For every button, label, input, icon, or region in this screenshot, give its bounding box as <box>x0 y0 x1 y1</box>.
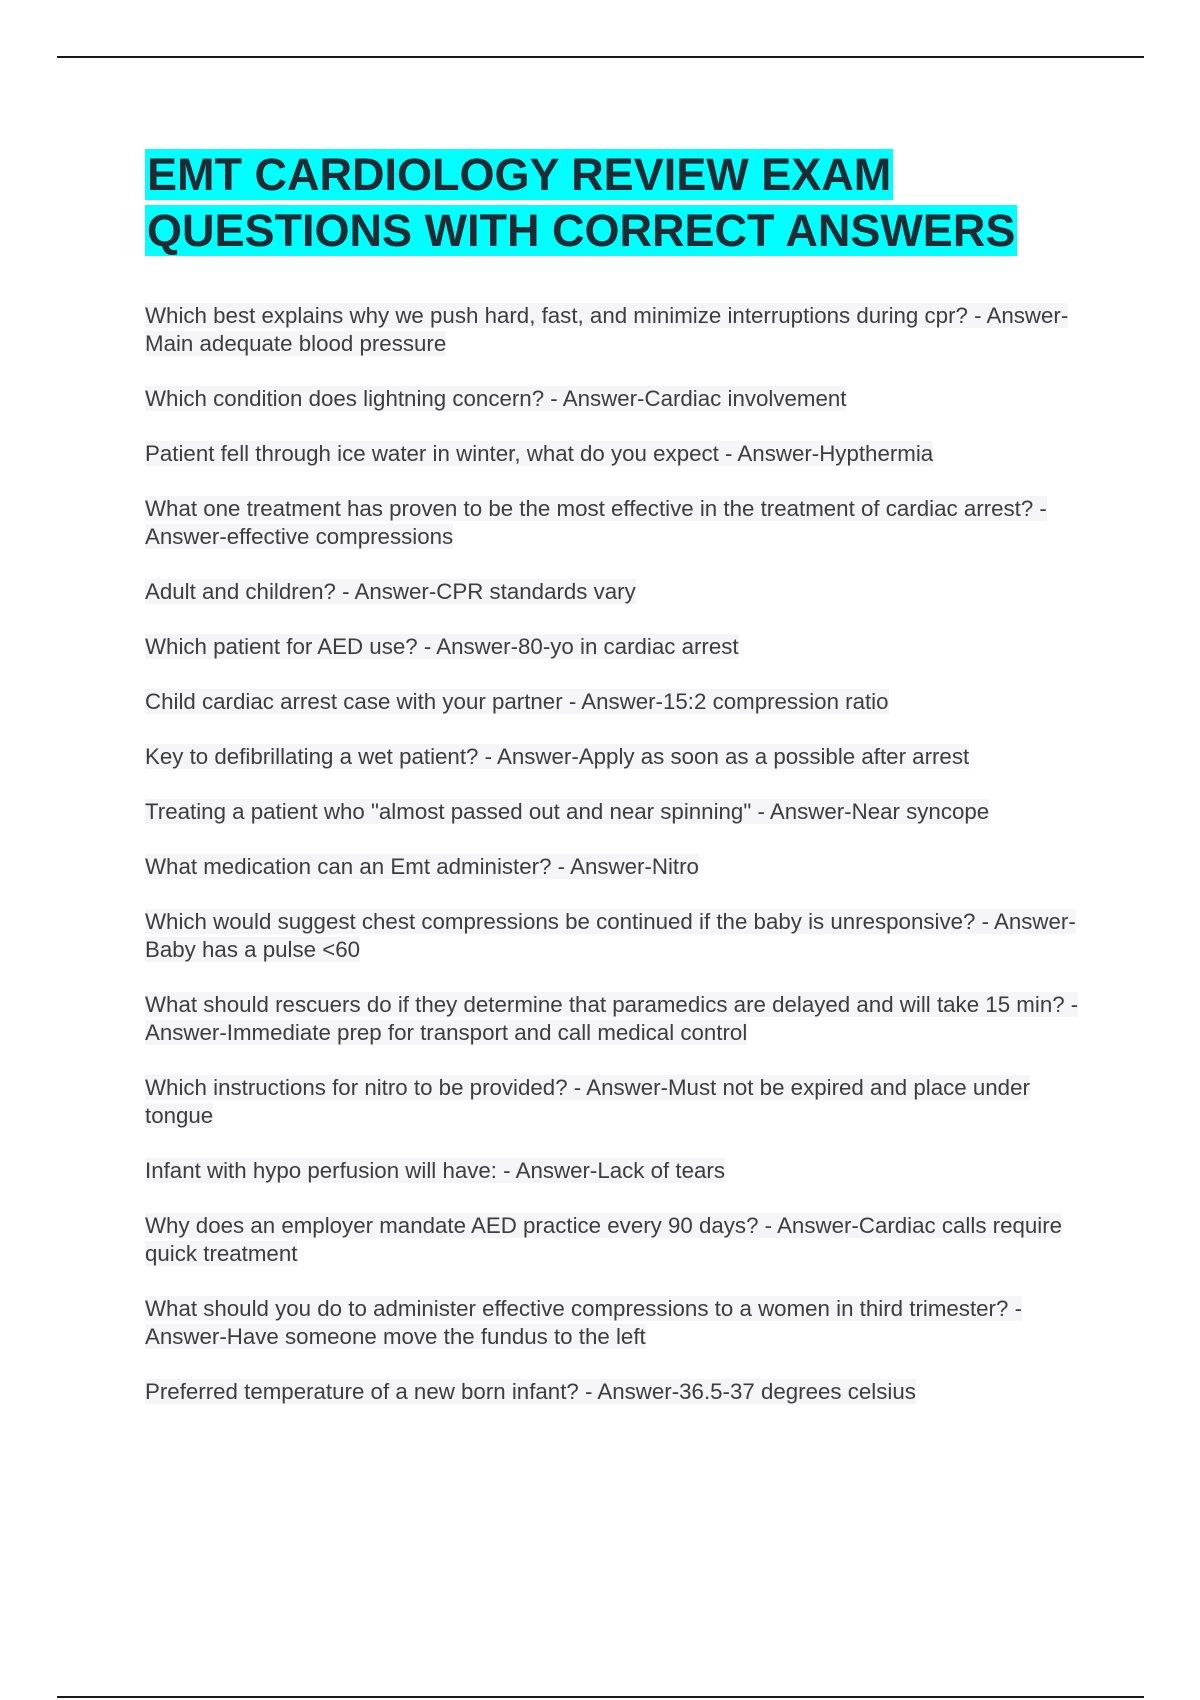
top-rule <box>57 56 1144 58</box>
qa-item: Which best explains why we push hard, fast, and minimize interruptions during cpr? - Answer-Main adequate blood pressure <box>145 303 1069 356</box>
qa-item: Treating a patient who "almost passed out and near spinning" - Answer-Near syncope <box>145 799 990 824</box>
qa-item: Key to defibrillating a wet patient? - Answer-Apply as soon as a possible after arrest <box>145 744 970 769</box>
qa-item: What should rescuers do if they determine that paramedics are delayed and will take 15 min? - Answer-Immediate prep for transport and call medical control <box>145 992 1079 1045</box>
qa-item: Which would suggest chest compressions be continued if the baby is unresponsive? - Answer-Baby has a pulse <60 <box>145 909 1076 962</box>
qa-item: Adult and children? - Answer-CPR standards vary <box>145 579 636 604</box>
qa-item: Which instructions for nitro to be provided? - Answer-Must not be expired and place under tongue <box>145 1075 1030 1128</box>
qa-item: Which condition does lightning concern? - Answer-Cardiac involvement <box>145 386 847 411</box>
qa-item: What should you do to administer effective compressions to a women in third trimester? - Answer-Have someone move the fundus to the left <box>145 1296 1022 1349</box>
qa-item: Preferred temperature of a new born infant? - Answer-36.5-37 degrees celsius <box>145 1379 916 1404</box>
qa-item: Child cardiac arrest case with your partner - Answer-15:2 compression ratio <box>145 689 889 714</box>
title-text: EMT CARDIOLOGY REVIEW EXAM QUESTIONS WITH CORRECT ANSWERS <box>147 149 1016 256</box>
qa-item: Infant with hypo perfusion will have: - Answer-Lack of tears <box>145 1158 726 1183</box>
qa-item: Why does an employer mandate AED practice every 90 days? - Answer-Cardiac calls require quick treatment <box>145 1213 1063 1266</box>
qa-list <box>145 302 1085 1433</box>
document-title <box>145 147 1105 259</box>
bottom-rule <box>57 1696 1144 1698</box>
qa-item: Which patient for AED use? - Answer-80-yo in cardiac arrest <box>145 634 739 659</box>
qa-item: Patient fell through ice water in winter, what do you expect - Answer-Hypthermia <box>145 441 934 466</box>
qa-item: What medication can an Emt administer? - Answer-Nitro <box>145 854 699 879</box>
qa-item: What one treatment has proven to be the most effective in the treatment of cardiac arrest? - Answer-effective compressions <box>145 496 1047 549</box>
